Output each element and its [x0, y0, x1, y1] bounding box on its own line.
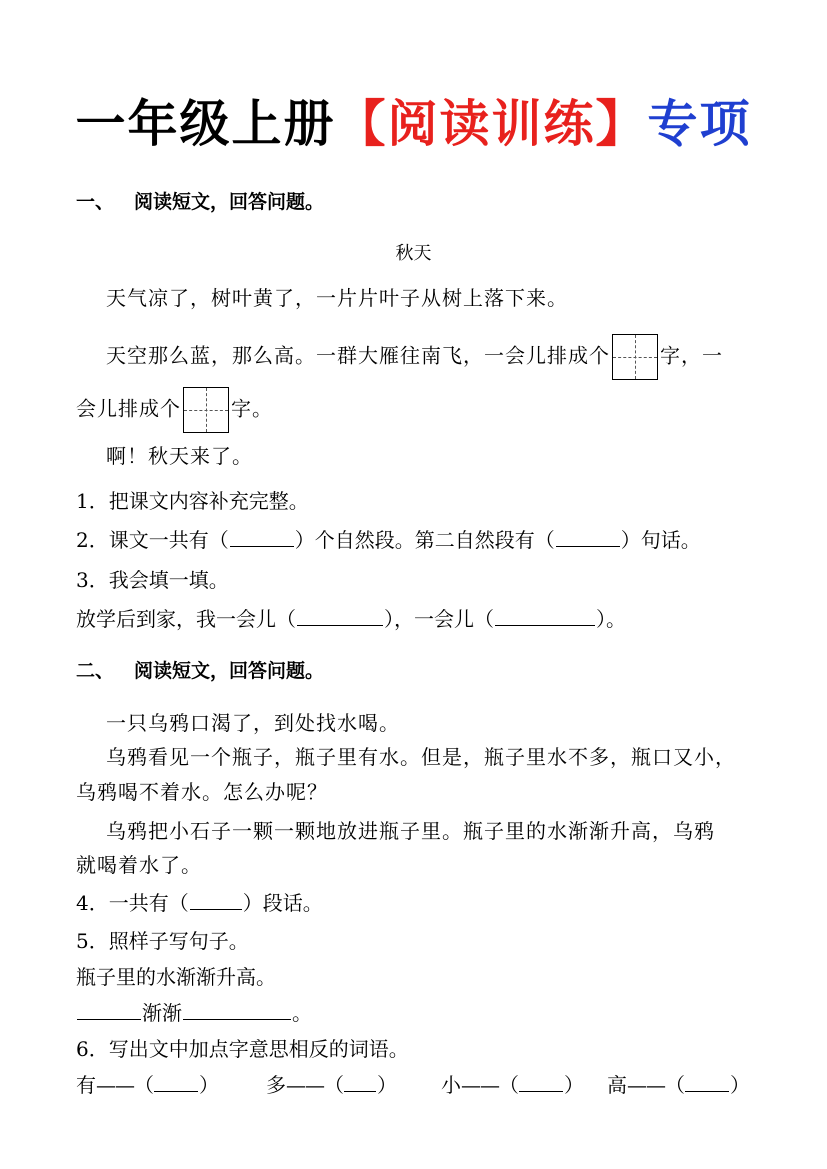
answer-blank-antonym-you[interactable] — [154, 1073, 198, 1092]
antonym-item — [266, 1071, 441, 1099]
answer-blank-q5-predicate[interactable] — [183, 1001, 291, 1020]
title-grade: 一年级上册 — [75, 95, 336, 153]
question-6-items — [76, 1071, 750, 1099]
story1-paragraph-3: 啊！秋天来了。 — [106, 444, 253, 468]
antonym-word: 小 — [441, 1073, 461, 1097]
antonym-word: 有 — [76, 1073, 96, 1097]
antonym-word: 多 — [266, 1073, 286, 1097]
story1-p2-text-b: 字，一 — [660, 343, 723, 368]
story1-p2-text-a: 天空那么蓝，那么高。一群大雁往南飞，一会儿排成个 — [106, 343, 610, 368]
antonym-dash: ——（ — [286, 1073, 343, 1097]
tianzi-grid-box-1[interactable] — [612, 334, 658, 380]
section2-heading — [76, 657, 324, 685]
story2-paragraph-3-line-1: 乌鸦把小石子一颗一颗地放进瓶子里。瓶子里的水渐渐升高，乌鸦 — [106, 819, 715, 843]
section1-number: 一、 — [76, 191, 115, 213]
story2-paragraph-3-line-2: 就喝着水了。 — [76, 853, 202, 877]
story2-paragraph-1: 一只乌鸦口渴了，到处找水喝。 — [106, 711, 400, 735]
question-3: 3．我会填一填。 — [76, 568, 229, 592]
answer-blank-q3-second[interactable] — [495, 607, 595, 626]
question-2-text-a: 2．课文一共有（ — [76, 528, 229, 552]
antonym-dash: ——（ — [627, 1073, 684, 1097]
story1-paragraph-2-line-2 — [76, 387, 273, 433]
answer-blank-antonym-duo[interactable] — [344, 1073, 376, 1092]
answer-blank-q3-first[interactable] — [297, 607, 383, 626]
question-6: 6．写出文中加点字意思相反的词语。 — [76, 1037, 409, 1061]
story1-title: 秋天 — [395, 243, 432, 264]
question-5-word: 渐渐 — [142, 1001, 182, 1025]
section2-heading-text: 阅读短文，回答问题。 — [134, 660, 325, 682]
question-4-text-b: ）段话。 — [242, 891, 323, 915]
answer-blank-antonym-xiao[interactable] — [519, 1073, 563, 1092]
question-4-text-a: 4．一共有（ — [76, 891, 189, 915]
antonym-word: 高 — [607, 1073, 627, 1097]
question-3-fill-line — [76, 605, 626, 633]
antonym-item — [76, 1071, 266, 1099]
answer-blank-q2-paragraphs[interactable] — [230, 528, 294, 547]
question-5-example: 瓶子里的水渐渐升高。 — [76, 965, 276, 989]
question-5: 5．照样子写句子。 — [76, 929, 249, 953]
question-5-fill-line — [76, 999, 312, 1027]
title-topic: 【阅读训练】 — [335, 95, 648, 153]
page-title — [0, 92, 827, 156]
question-4 — [76, 889, 323, 917]
question-3-text-c: ）。 — [596, 607, 626, 631]
antonym-close: ） — [730, 1073, 750, 1097]
answer-blank-q2-sentences[interactable] — [556, 528, 620, 547]
section2-number: 二、 — [76, 660, 115, 682]
story1-paragraph-1: 天气凉了，树叶黄了，一片片叶子从树上落下来。 — [106, 286, 568, 310]
question-3-text-b: ），一会儿（ — [384, 607, 494, 631]
question-2 — [76, 526, 701, 554]
section1-heading-text: 阅读短文，回答问题。 — [134, 191, 325, 213]
question-1: 1．把课文内容补充完整。 — [76, 489, 309, 513]
question-3-text-a: 放学后到家，我一会儿（ — [76, 607, 296, 631]
story1-p2-text-d: 字。 — [231, 396, 273, 421]
answer-blank-antonym-gao[interactable] — [685, 1073, 729, 1092]
antonym-dash: ——（ — [461, 1073, 518, 1097]
antonym-item — [441, 1071, 607, 1099]
antonym-close: ） — [199, 1073, 219, 1097]
antonym-close: ） — [564, 1073, 584, 1097]
tianzi-grid-box-2[interactable] — [183, 387, 229, 433]
story1-paragraph-2-line-1 — [106, 334, 723, 380]
antonym-close: ） — [377, 1073, 397, 1097]
answer-blank-q4[interactable] — [190, 891, 242, 910]
story1-p2-text-c: 会儿排成个 — [76, 396, 181, 421]
answer-blank-q5-subject[interactable] — [77, 1001, 141, 1020]
antonym-item — [607, 1071, 750, 1099]
story2-paragraph-2-line-1: 乌鸦看见一个瓶子，瓶子里有水。但是，瓶子里水不多，瓶口又小， — [106, 745, 736, 769]
antonym-dash: ——（ — [96, 1073, 153, 1097]
question-2-text-c: ）句话。 — [620, 528, 701, 552]
question-5-end: 。 — [292, 1001, 312, 1025]
question-2-text-b: ）个自然段。第二自然段有（ — [294, 528, 555, 552]
section1-heading — [76, 188, 324, 216]
title-suffix: 专项 — [647, 95, 752, 153]
story2-paragraph-2-line-2: 乌鸦喝不着水。怎么办呢？ — [76, 780, 328, 804]
